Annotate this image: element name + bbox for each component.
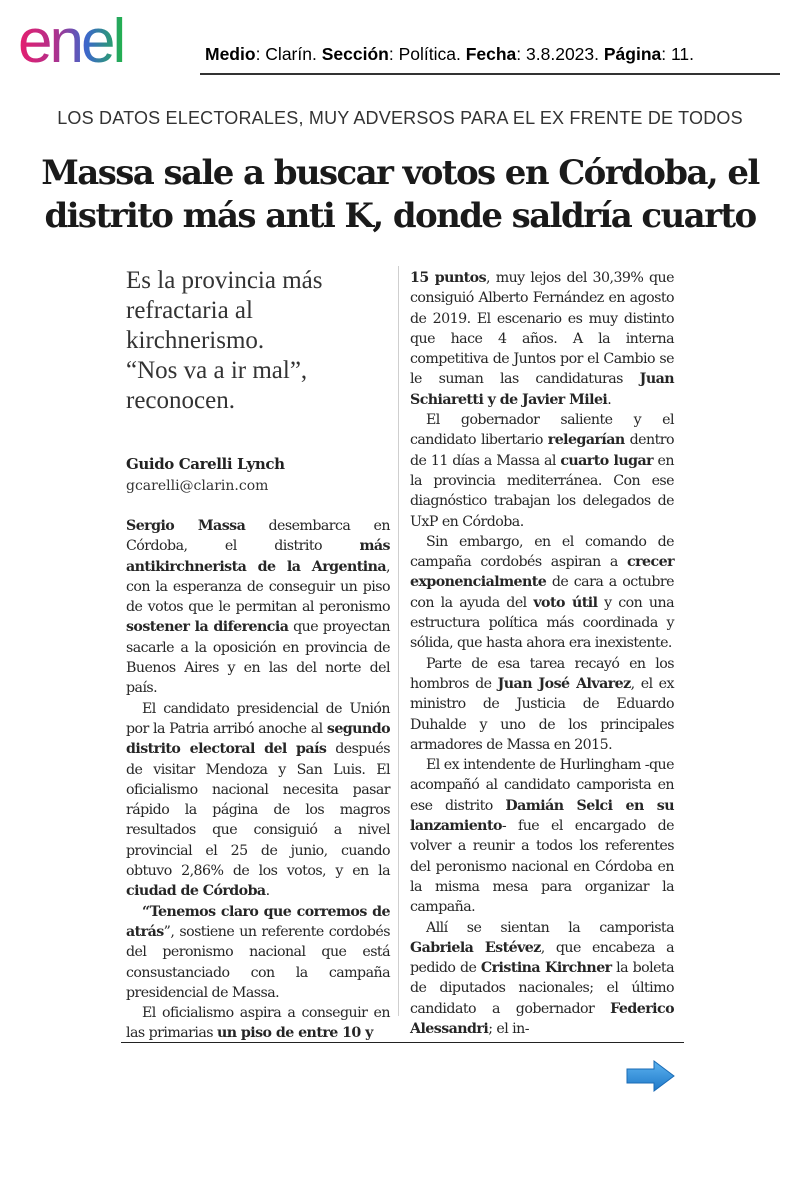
body-text: El gobernador saliente y el candidato libertario <box>410 412 674 449</box>
source-info: Medio: Clarín. Sección: Política. Fecha: 3.8.2023. Página: 11. <box>205 44 695 64</box>
body-paragraph <box>126 902 390 1003</box>
bold-text: cuarto lugar <box>560 452 654 469</box>
body-text: desembarca en Córdoba, el distrito <box>126 518 390 555</box>
body-paragraph <box>410 755 674 917</box>
bold-text: Juan Schiaretti y de Javier Milei <box>410 371 674 408</box>
article-column-left <box>126 516 390 1044</box>
deck-line: refractaria al <box>126 297 253 324</box>
bold-text: Juan José Alvarez <box>497 675 631 692</box>
bold-text: Damián Selci en su lanzamiento <box>410 797 674 835</box>
fecha-value: 3.8.2023. <box>526 44 599 64</box>
body-paragraph <box>410 918 674 1040</box>
article-headline <box>40 152 760 238</box>
bold-text: más antikirchnerista de la Argentina <box>126 538 390 575</box>
body-text: , el ex ministro de Justicia de Eduardo Duhalde y uno de los principales armadores de Massa en 2015. <box>410 675 674 753</box>
body-text: El oficialismo aspira a conseguir en las primarias <box>126 1005 390 1042</box>
body-paragraph <box>410 654 674 755</box>
body-text: la boleta de diputados nacionales; el último candidato a gobernador <box>410 960 674 1017</box>
body-text: , muy lejos del 30,39% que consiguió Alberto Fernández en agosto de 2019. El escenario es muy distinto que hace 4 años. A la interna competitiva de Juntos por el Cambio se le suman las candidaturas <box>410 270 674 388</box>
byline-author: Guido Carelli Lynch <box>126 455 285 473</box>
body-paragraph <box>410 532 674 654</box>
bold-text: Federico Alessandri <box>410 1000 674 1037</box>
body-text: Allí se sientan la camporista <box>426 919 674 936</box>
medio-label: Medio <box>205 44 256 64</box>
body-text: . <box>265 883 270 900</box>
deck-line: “Nos va a ir mal”, <box>126 357 308 384</box>
bottom-divider <box>121 1042 684 1043</box>
body-text: de cara a octubre con la ayuda del <box>410 574 674 611</box>
bold-text: segundo distrito electoral del país <box>126 720 390 758</box>
body-text: ”, sostiene un referente cordobés del peronismo nacional que está consustanciado con la campaña presidencial de Massa. <box>126 923 390 1001</box>
headline-line: Massa sale a buscar votos en Córdoba, el <box>41 153 759 193</box>
right-arrow-icon <box>626 1059 676 1093</box>
bold-text: un piso de entre 10 y <box>216 1025 373 1042</box>
body-text: El candidato presidencial de Unión por la Patria arribó anoche al <box>126 700 390 737</box>
body-text: que proyectan sacarle a la oposición en provincia de Buenos Aires y en las del norte del país. <box>126 619 391 697</box>
bold-text: relegarían <box>547 432 625 449</box>
body-text: , que encabeza a pedido de <box>410 939 674 977</box>
body-text: ; el in- <box>488 1020 530 1037</box>
body-text: El ex intendente de Hurlingham -que acompañó al candidato camporista en ese distrito <box>410 757 674 814</box>
next-page-button[interactable] <box>626 1059 676 1093</box>
body-text: Sin embargo, en el comando de campaña cordobés aspiran a <box>410 533 674 571</box>
bold-text: ciudad de Córdoba <box>126 883 266 900</box>
fecha-label: Fecha <box>465 44 517 64</box>
article-column-right <box>410 268 674 1039</box>
deck-line: kirchnerismo. <box>126 327 265 354</box>
enel-logo <box>18 8 183 70</box>
bold-text: crecer exponencialmente <box>410 554 674 591</box>
body-text: en la provincia mediterránea. Con ese diagnóstico trabajan los delegados de UxP en Córdoba. <box>410 452 674 530</box>
bold-text: Cristina Kirchner <box>480 960 612 977</box>
deck-line: Es la provincia más <box>126 267 323 294</box>
body-text: Parte de esa tarea recayó en los hombros de <box>410 655 674 692</box>
body-text: - fue el encargado de volver a reunir a todos los referentes del peronismo nacional en Córdoba en la misma mesa para organizar la campaña. <box>410 818 674 916</box>
body-paragraph <box>126 1003 390 1044</box>
medio-value: Clarín. <box>265 44 317 64</box>
bold-text: 15 puntos <box>410 270 487 286</box>
bold-text: Gabriela Estévez <box>410 939 541 956</box>
pagina-label: Página <box>603 44 662 64</box>
logo-text: enel <box>18 8 124 70</box>
byline-email: gcarelli@clarin.com <box>126 478 269 494</box>
bold-text: voto útil <box>533 594 598 611</box>
header-divider <box>200 73 780 75</box>
body-paragraph <box>126 699 390 902</box>
pagina-value: 11. <box>671 44 695 64</box>
headline-line: distrito más anti K, donde saldría cuarto <box>44 196 756 236</box>
body-paragraph <box>126 516 390 699</box>
seccion-value: Política. <box>398 44 461 64</box>
bold-text: sostener la diferencia <box>126 619 289 636</box>
body-text: . <box>607 391 612 408</box>
bold-text: Sergio Massa <box>126 518 246 534</box>
body-paragraph <box>410 410 674 532</box>
article-kicker: LOS DATOS ELECTORALES, MUY ADVERSOS PARA EL EX FRENTE DE TODOS <box>57 108 743 128</box>
column-divider <box>398 266 399 1016</box>
body-text: y con una estructura política más coordinada y sólida, que hasta ahora era inexistente. <box>410 594 674 652</box>
body-paragraph <box>410 268 674 410</box>
body-text: dentro de 11 días a Massa al <box>410 432 674 469</box>
body-text: , con la esperanza de conseguir un piso de votos que le permitan al peronismo <box>126 558 390 616</box>
body-text: después de visitar Mendoza y San Luis. El oficialismo nacional necesita pasar rápido la página de los magros resultados que consiguió a nivel provincial el 25 de junio, cuando obtuvo 2,86% de los votos, y en la <box>126 741 390 880</box>
bold-text: “Tenemos claro que corremos de atrás <box>126 903 390 940</box>
seccion-label: Sección <box>321 44 389 64</box>
article-deck <box>126 266 376 416</box>
deck-line: reconocen. <box>126 387 235 414</box>
